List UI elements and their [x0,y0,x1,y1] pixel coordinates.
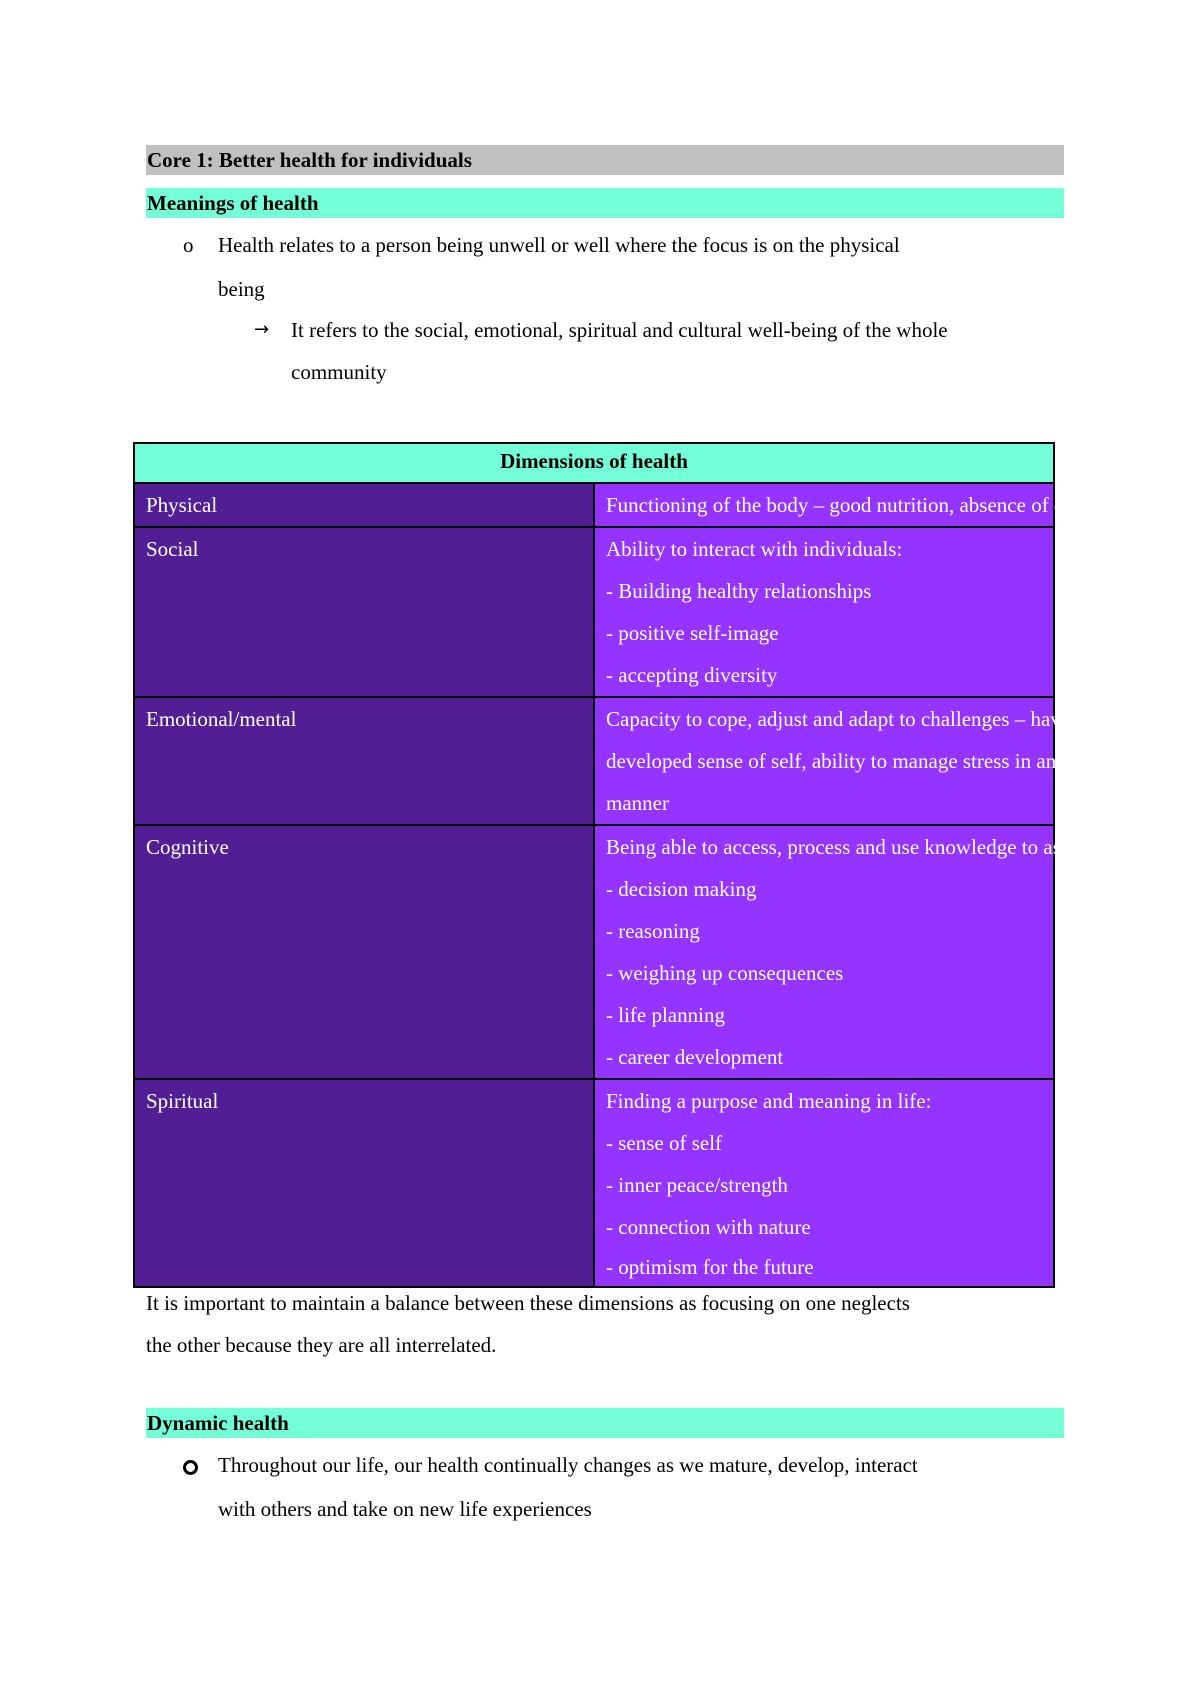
description-line: - connection with nature [606,1215,811,1239]
description-line: - weighing up consequences [606,961,844,985]
table-row [134,697,1054,825]
dimension-name: Emotional/mental [134,697,594,825]
description-line: Functioning of the body – good nutrition, absence of disease [606,493,1115,517]
dimension-description [594,527,1054,697]
dimensions-table [133,442,1158,1288]
section-heading-dynamic: Dynamic health [146,1408,1064,1438]
description-line: - positive self-image [606,621,779,645]
table-header: Dimensions of health [134,443,1054,483]
hollow-bullet-icon [183,1460,198,1475]
description-line: Capacity to cope, adjust and adapt to challenges – having a well- [606,707,1151,731]
dimension-description [594,697,1158,825]
table-row [134,527,1054,697]
core-heading: Core 1: Better health for individuals [146,145,1064,175]
dimension-name: Social [134,527,594,697]
meanings-bullet-text-1: Health relates to a person being unwell or well where the focus is on the physical [218,233,900,257]
description-line: developed sense of self, ability to manage stress in an appropriate [606,749,1158,773]
dimension-name: Cognitive [134,825,594,1079]
description-line: - career development [606,1045,784,1069]
description-line: - reasoning [606,919,700,943]
balance-text-1: It is important to maintain a balance between these dimensions as focusing on one neglects [146,1291,910,1315]
description-line: - optimism for the future [606,1255,814,1279]
meanings-bullet-text-2: being [218,277,265,301]
dimension-description [594,825,1117,1079]
description-line: - sense of self [606,1131,723,1155]
meanings-arrow-text-1: It refers to the social, emotional, spiritual and cultural well-being of the whole [291,318,948,342]
dynamic-bullet-text-1: Throughout our life, our health continually changes as we mature, develop, interact [218,1453,918,1477]
description-line: Being able to access, process and use knowledge to assist in: [606,835,1117,859]
dimension-description [594,483,1115,527]
table-header-row [134,443,1054,483]
description-line: - decision making [606,877,757,901]
table-row [134,1079,1054,1287]
description-line: Finding a purpose and meaning in life: [606,1089,932,1113]
table-row [134,483,1054,527]
dimension-description [594,1079,1054,1287]
arrow-right-icon: → [254,319,270,340]
table-row [134,825,1054,1079]
description-line: - Building healthy relationships [606,579,872,603]
hollow-bullet-icon: o [183,233,194,257]
dynamic-bullet-text-2: with others and take on new life experiences [218,1497,592,1521]
description-line: - life planning [606,1003,725,1027]
meanings-arrow-text-2: community [291,360,387,384]
description-line: - accepting diversity [606,663,778,687]
dimension-name: Spiritual [134,1079,594,1287]
balance-text-2: the other because they are all interrelated. [146,1333,497,1357]
description-line: Ability to interact with individuals: [606,537,903,561]
description-line: - inner peace/strength [606,1173,788,1197]
dimension-name: Physical [134,483,594,527]
description-line: manner [606,791,669,815]
section-heading-meanings: Meanings of health [146,188,1064,218]
